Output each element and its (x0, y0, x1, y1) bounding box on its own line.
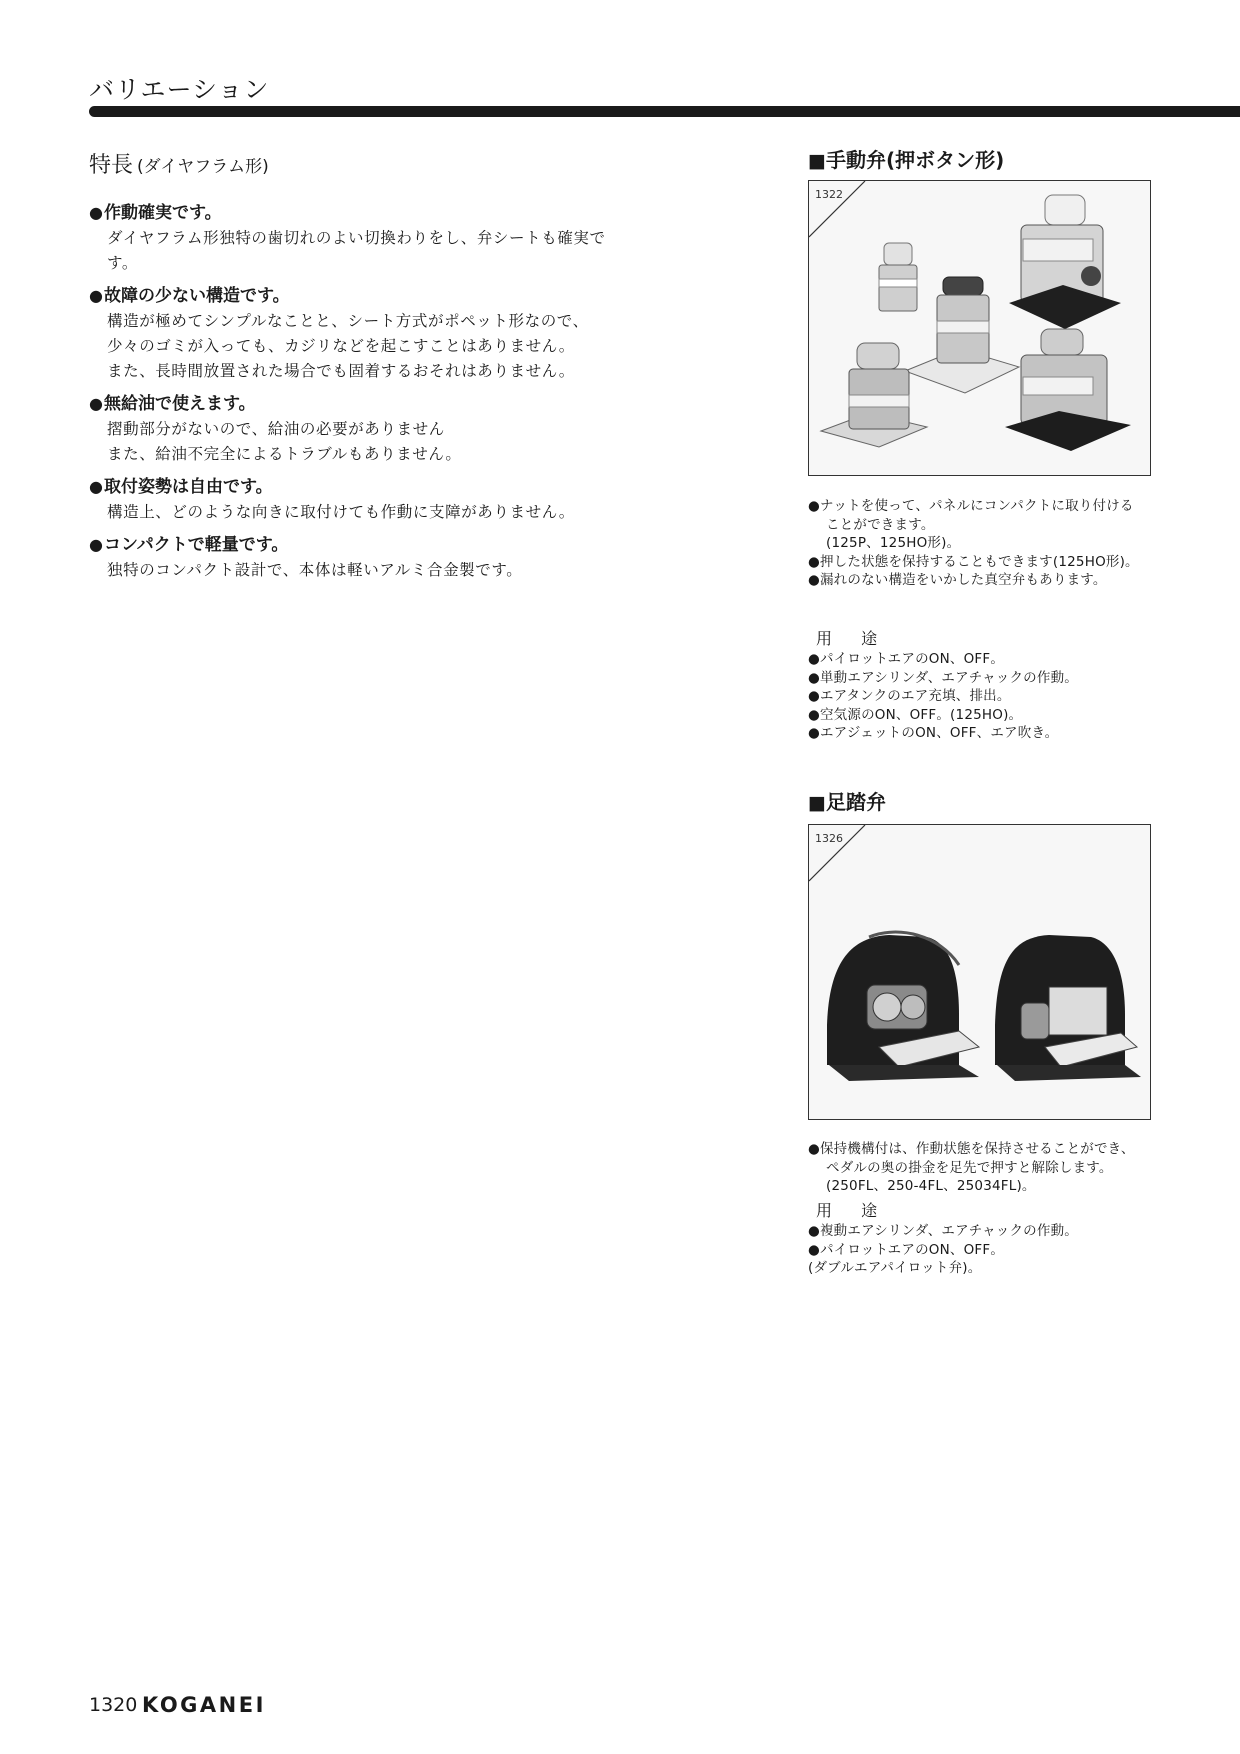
photo-code: 1326 (815, 832, 843, 845)
note-line: ことができます。 (826, 516, 935, 533)
usage-line: ●パイロットエアのON、OFF。 (808, 651, 1005, 667)
feature-line: また、給油不完全によるトラブルもありません。 (107, 445, 462, 463)
note-line: (125P、125HO形)。 (826, 535, 961, 551)
note-line: ペダルの奥の掛金を足先で押すと解除します。 (826, 1159, 1113, 1176)
feature-line: また、長時間放置された場合でも固着するおそれはありません。 (107, 362, 575, 380)
feature-line: 構造が極めてシンプルなことと、シート方式がポペット形なので、 (107, 312, 589, 330)
feature-title: コンパクトで軽量です。 (103, 535, 289, 555)
note-line: ●ナットを使って、パネルにコンパクトに取り付ける (808, 498, 1134, 514)
bullet-icon: ● (89, 286, 103, 305)
push-button-valves-illustration (809, 181, 1150, 475)
features-heading-sub: (ダイヤフラム形) (137, 157, 269, 177)
foot-valve-photo (808, 824, 1151, 1120)
foot-valve-heading (808, 786, 886, 815)
feature-line: 少々のゴミが入っても、カジリなどを起こすことはありません。 (107, 337, 575, 355)
feature-title: 無給油で使えます。 (103, 394, 256, 414)
usage-line: ●空気源のON、OFF。(125HO)。 (808, 706, 1023, 723)
feature-item (89, 200, 689, 276)
photo-code: 1322 (815, 188, 843, 201)
note-line: ●漏れのない構造をいかした真空弁もあります。 (808, 572, 1107, 588)
usage-line: ●エアタンクのエア充填、排出。 (808, 688, 1011, 704)
page-title: バリエーション (89, 75, 270, 104)
usage-line: ●パイロットエアのON、OFF。 (808, 1241, 1005, 1258)
manual-valve-notes (808, 497, 1168, 590)
usage-line: ●単動エアシリンダ、エアチャックの作動。 (808, 669, 1078, 686)
feature-line: す。 (107, 254, 138, 272)
feature-line: 構造上、どのような向きに取付けても作動に支障がありません。 (107, 503, 575, 521)
title-rule (89, 106, 1240, 117)
feature-item (89, 474, 689, 525)
features-heading-label: 特長 (89, 153, 134, 178)
bullet-icon: ● (89, 394, 103, 413)
feature-line: 独特のコンパクト設計で、本体は軽いアルミ合金製です。 (107, 561, 523, 579)
feature-line: 摺動部分がないので、給油の必要がありません (107, 420, 445, 438)
manual-valve-photo (808, 180, 1151, 476)
feature-line: ダイヤフラム形独特の歯切れのよい切換わりをし、弁シートも確実で (107, 229, 606, 247)
brand-logo: KOGANEI (142, 1693, 266, 1717)
foot-valve-notes (808, 1140, 1168, 1196)
note-line: (250FL、250-4FL、25034FL)。 (826, 1178, 1036, 1194)
page-number: 1320 (89, 1694, 138, 1716)
usage-heading: 用 途 (816, 1201, 890, 1220)
square-bullet-icon: ■ (808, 150, 826, 172)
note-line: ●押した状態を保持することもできます(125HO形)。 (808, 553, 1139, 570)
feature-title: 取付姿勢は自由です。 (103, 477, 273, 497)
feature-item (89, 532, 689, 583)
feature-title: 作動確実です。 (103, 203, 222, 223)
bullet-icon: ● (89, 535, 103, 554)
bullet-icon: ● (89, 477, 103, 496)
usage-heading: 用 途 (816, 629, 890, 648)
manual-valve-heading (808, 144, 1004, 173)
feature-item (89, 283, 689, 384)
usage-line: ●エアジェットのON、OFF、エア吹き。 (808, 725, 1059, 741)
note-line: ●保持機構付は、作動状態を保持させることができ、 (808, 1141, 1135, 1157)
manual-valve-heading-label: 手動弁(押ボタン形) (825, 148, 1005, 172)
feature-item (89, 391, 689, 467)
feature-list (89, 200, 689, 590)
usage-line: (ダブルエアパイロット弁)。 (808, 1260, 982, 1276)
bullet-icon: ● (89, 203, 103, 222)
foot-valve-usage (808, 1200, 1168, 1278)
foot-valve-heading-label: 足踏弁 (825, 790, 886, 814)
square-bullet-icon: ■ (808, 792, 826, 814)
feature-title: 故障の少ない構造です。 (103, 286, 290, 306)
foot-pedal-valves-illustration (809, 825, 1150, 1119)
features-heading (89, 148, 269, 179)
manual-valve-usage (808, 628, 1168, 743)
usage-line: ●複動エアシリンダ、エアチャックの作動。 (808, 1223, 1078, 1239)
